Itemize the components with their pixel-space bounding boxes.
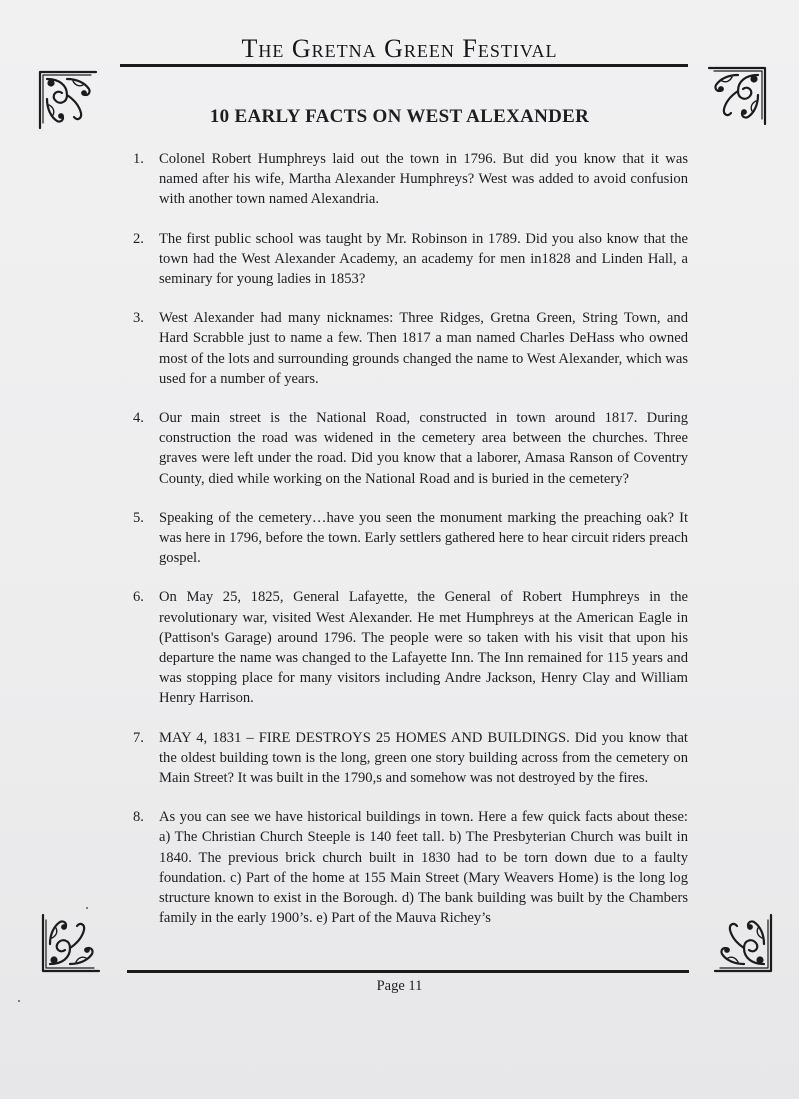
facts-list [133, 149, 688, 948]
fact-number: 1. [133, 151, 144, 167]
list-item [133, 149, 688, 210]
fact-number: 4. [133, 410, 144, 427]
bottom-rule [127, 970, 689, 973]
scan-speck [86, 907, 88, 909]
fact-number: 2. [133, 230, 144, 247]
fact-text: Speaking of the cemetery…have you seen the monument marking the preaching oak? It was here in 1796, before the town. Early settlers gathered here to hear circuit riders preach gospel. [159, 509, 688, 567]
fact-text: Colonel Robert Humphreys laid out the town in 1796. But did you know that it was named after his wife, Martha Alexander Humphreys? West was added to avoid confusion with another town named Alexandria. [159, 151, 688, 208]
list-item [133, 229, 688, 290]
fact-number: 8. [133, 809, 144, 826]
fact-text: Our main street is the National Road, constructed in town around 1817. During construction the road was widened in the cemetery area between the churches. Three graves were left under the road. Did you know that a laborer, Amasa Ranson of Coventry County, died while working on the National Road and is buried in the cemetery? [159, 410, 688, 487]
list-item [133, 308, 688, 389]
scan-speck [18, 1000, 20, 1002]
fact-number: 5. [133, 509, 144, 526]
festival-title: The Gretna Green Festival [241, 34, 558, 63]
fact-text: MAY 4, 1831 – FIRE DESTROYS 25 HOMES AND BUILDINGS. Did you know that the oldest building town is the long, green one story building across from the cemetery on Main Street? It was built in the 1790,s and somehow was not destroyed by the fires. [159, 729, 688, 787]
list-item [133, 807, 688, 928]
page-number: Page 11 [376, 978, 423, 994]
list-item [133, 408, 688, 489]
list-item [133, 508, 688, 569]
list-item [133, 587, 688, 708]
fact-number: 3. [133, 310, 144, 327]
filigree-corner-icon [712, 912, 774, 974]
list-item [133, 728, 688, 789]
fact-number: 7. [133, 729, 144, 746]
fact-text: The first public school was taught by Mr. Robinson in 1789. Did you also know that the town had the West Alexander Academy, an academy for men in1828 and Linden Hall, a seminary for young ladies in 1853? [159, 230, 688, 288]
document-heading: 10 EARLY FACTS ON WEST ALEXANDER [209, 106, 590, 127]
fact-text: As you can see we have historical buildings in town. Here a few quick facts about these: a) The Christian Church Steeple is 140 feet tall. b) The Presbyterian Church was built in 1840. The previous brick church built in 1830 had to be torn down due to a faulty foundation. c) Part of the home at 155 Main Street (Mary Weavers Home) is the long log structure known to exist in the Borough. d) The bank building was built by the Chambers family in the early 1900’s. e) Part of the Mauva Richey’s [159, 809, 688, 927]
fact-text: On May 25, 1825, General Lafayette, the General of Robert Humphreys in the revolutionary war, visited West Alexander. He met Humphreys at the American Eagle in (Pattison's Garage) around 1796. The people were so taken with his visit that upon his departure the name was changed to the Lafayette Inn. The Inn remained for 115 years and was stopping place for many visitors including Andre Jackson, Henry Clay and William Henry Harrison. [159, 589, 688, 707]
fact-number: 6. [133, 589, 144, 606]
fact-text: West Alexander had many nicknames: Three Ridges, Gretna Green, String Town, and Hard Scrabble just to name a few. Then 1817 a man named Charles DeHass who owned most of the lots and surrounding grounds changed the name to West Alexander, which was used for a number of years. [159, 310, 688, 387]
top-rule [120, 64, 688, 67]
filigree-corner-icon [40, 912, 102, 974]
